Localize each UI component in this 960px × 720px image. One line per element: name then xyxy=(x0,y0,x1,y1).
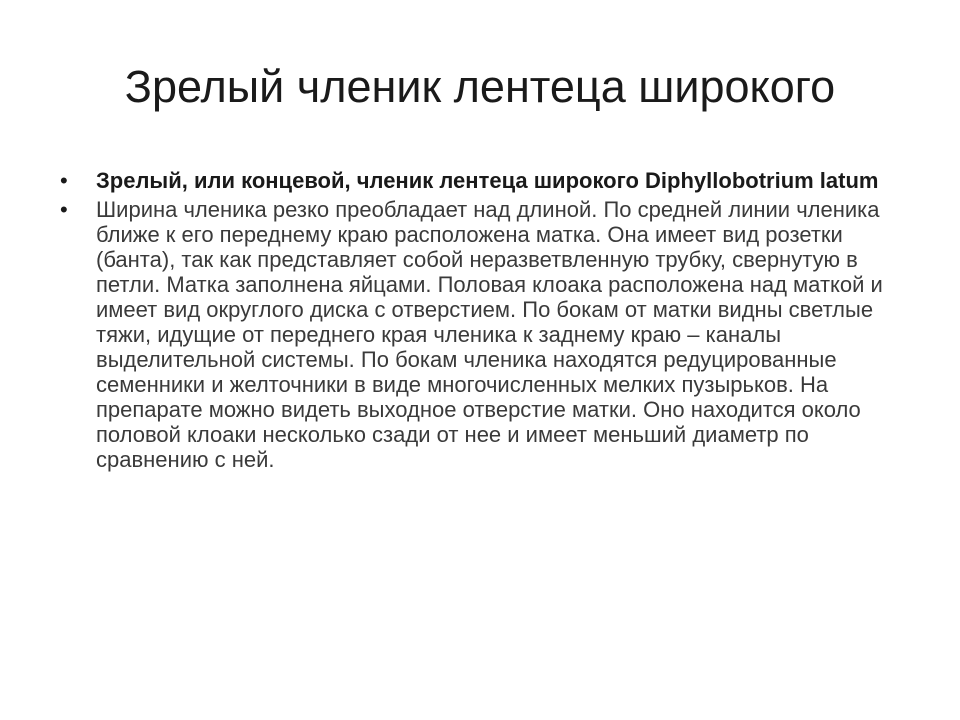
bullet-marker: • xyxy=(60,168,68,193)
bullet-heading-text: Зрелый, или концевой, членик лентеца широкого Diphyllobotrium latum xyxy=(96,168,879,193)
bullet-marker: • xyxy=(60,197,68,222)
bullet-item-heading xyxy=(60,168,910,193)
bullet-description-text: Ширина членика резко преобладает над длиной. По средней линии членика ближе к его переднему краю расположена матка. Она имеет вид розетки (банта), так как представляет собой неразветвленную трубку, свернутую в петли. Матка заполнена яйцами. Половая клоака расположена над маткой и имеет вид округлого диска с отверстием. По бокам от матки видны светлые тяжи, идущие от переднего края членика к заднему краю – каналы выделительной системы. По бокам членика находятся редуцированные семенники и желточники в виде многочисленных мелких пузырьков. На препарате можно видеть выходное отверстие матки. Оно находится около половой клоаки несколько сзади от нее и имеет меньший диаметр по сравнению с ней. xyxy=(96,197,883,472)
slide-title: Зрелый членик лентеца широкого xyxy=(124,61,836,112)
bullet-item-description xyxy=(60,197,910,472)
bullet-list xyxy=(60,168,910,472)
